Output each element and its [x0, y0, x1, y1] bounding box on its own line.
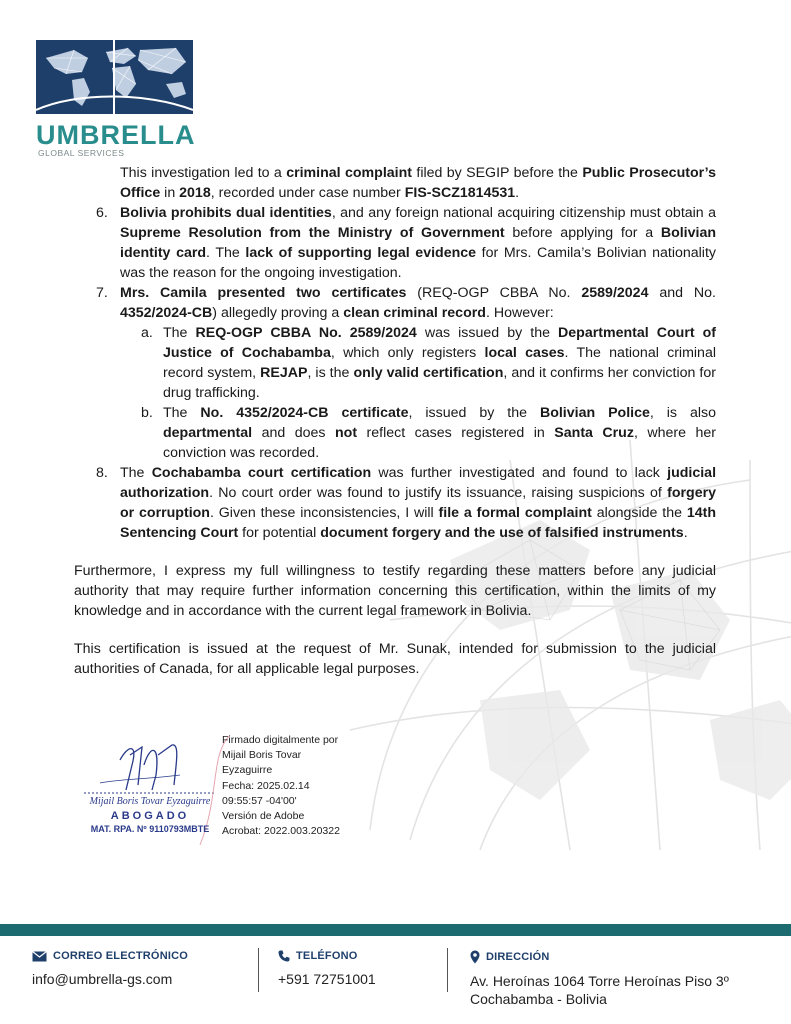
- numbered-list: [74, 203, 716, 543]
- location-pin-icon: [470, 950, 480, 964]
- list-item: 8. The Cochabamba court certification was further investigated and found to lack judicial authorization. No court order was found to justify its issuance, raising suspicions of forgery or corruption. Given these inconsistencies, I will file a formal complaint alongside the 14th Sentencing Court for potential document forgery and the use of falsified instruments.: [96, 465, 717, 541]
- stamp-role: ABOGADO: [110, 810, 190, 822]
- bold-text: Bolivian Police: [539, 405, 650, 421]
- bold-text: Cochabamba court certification: [151, 465, 372, 481]
- digital-line: Mijail Boris Tovar: [222, 749, 302, 762]
- phone-label: TELÉFONO: [296, 950, 358, 962]
- logo-tagline: GLOBAL SERVICES: [38, 148, 125, 158]
- address-line2: Cochabamba - Bolivia: [470, 991, 607, 1007]
- bold-text: 14th Sentencing Court: [120, 505, 717, 541]
- bold-text: departmental: [163, 425, 253, 441]
- bold-text: Bolivia prohibits dual identities: [120, 205, 332, 221]
- digital-line: Versión de Adobe: [222, 810, 305, 823]
- footer-bar: [0, 924, 791, 936]
- bold-text: 4352/2024-CB: [120, 305, 213, 321]
- digital-line: 09:55:57 -04'00': [222, 794, 297, 807]
- bold-text: lack of supporting legal evidence: [245, 245, 477, 261]
- bold-text: judicial authorization: [120, 465, 717, 501]
- list-number: 8.: [96, 465, 108, 481]
- footer-divider: [258, 948, 259, 992]
- address-line1: Av. Heroínas 1064 Torre Heroínas Piso 3º: [470, 973, 729, 989]
- bold-text: REQ-OGP CBBA No. 2589/2024: [195, 325, 417, 341]
- bold-text: FIS-SCZ1814531: [404, 185, 516, 201]
- footer-address: [470, 950, 729, 1008]
- digital-signature-info: [222, 733, 372, 839]
- phone-icon: [278, 950, 290, 962]
- phone-value[interactable]: +591 72751001: [278, 971, 376, 987]
- footer-phone: [278, 950, 376, 988]
- digital-line: Firmado digitalmente por: [222, 734, 339, 746]
- testimony-paragraph: Furthermore, I express my full willingness to testify regarding these matters before any judicial authority that may require further information concerning this certification, within the limits of my knowledge and in accordance with the current legal framework in Bolivia.: [74, 563, 716, 619]
- logo-wordmark: UMBRELLA: [36, 120, 196, 150]
- list-number: 7.: [96, 285, 108, 301]
- footer-divider: [447, 948, 448, 992]
- digital-line: Eyzaguirre: [222, 764, 273, 777]
- list-item: 6. Bolivia prohibits dual identities, and any foreign national acquiring citizenship must obtain a Supreme Resolution from the Ministry of Government before applying for a Bolivian identity card. The lack of supporting legal evidence for Mrs. Camila’s Bolivian nationality was the reason for the ongoing investigation.: [96, 205, 717, 281]
- bold-text: REJAP: [260, 365, 308, 381]
- bold-text: not: [334, 425, 358, 441]
- stamp-registration: MAT. RPA. Nº 9110793MBTE: [90, 824, 210, 834]
- bold-text: criminal complaint: [286, 165, 412, 181]
- sub-list-item: a. The REQ-OGP CBBA No. 2589/2024 was issued by the Departmental Court of Justice of Cochabamba, which only registers local cases. The national criminal record system, REJAP, is the only valid certification, and it confirms her conviction for drug trafficking.: [141, 325, 717, 401]
- bold-text: only valid certification: [353, 365, 504, 381]
- address-label: DIRECCIÓN: [486, 951, 550, 963]
- bold-text: Supreme Resolution from the Ministry of Government: [120, 225, 505, 241]
- bold-text: document forgery and the use of falsified instruments: [320, 525, 684, 541]
- world-map-icon: [36, 40, 193, 114]
- document-body: [74, 163, 716, 679]
- purpose-paragraph: This certification is issued at the request of Mr. Sunak, intended for submission to the judicial authorities of Canada, for all applicable legal purposes.: [74, 641, 716, 677]
- intro-paragraph: This investigation led to a criminal complaint filed by SEGIP before the Public Prosecutor’s Office in 2018, recorded under case number FIS-SCZ1814531.: [120, 165, 716, 201]
- bold-text: Public Prosecutor’s Office: [120, 165, 716, 201]
- bold-text: clean criminal record: [343, 305, 486, 321]
- digital-line: Fecha: 2025.02.14: [222, 779, 310, 792]
- bold-text: forgery or corruption: [120, 485, 716, 521]
- bold-text: Santa Cruz: [554, 425, 634, 441]
- footer-email: [32, 950, 188, 988]
- company-logo: [36, 40, 196, 160]
- bold-text: Bolivian identity card: [120, 225, 717, 261]
- list-number: 6.: [96, 205, 108, 221]
- bold-text: file a formal complaint: [438, 505, 592, 521]
- bold-text: Departmental Court of Justice of Cochabamba: [163, 325, 717, 361]
- sub-list-letter: b.: [141, 405, 153, 421]
- stamp-name: Mijail Boris Tovar Eyzaguirre: [89, 796, 211, 807]
- bold-text: local cases: [484, 345, 565, 361]
- digital-line: Acrobat: 2022.003.20322: [222, 825, 340, 838]
- bold-text: No. 4352/2024-CB certificate: [200, 405, 409, 421]
- envelope-icon: [32, 951, 47, 962]
- email-label: CORREO ELECTRÓNICO: [53, 950, 188, 962]
- list-item: 7. Mrs. Camila presented two certificates (REQ-OGP CBBA No. 2589/2024 and No. 4352/2024-CB) allegedly proving a clean criminal record. However:: [96, 285, 716, 321]
- bold-text: 2018: [179, 185, 211, 201]
- bold-text: Mrs. Camila presented two certificates: [120, 285, 407, 301]
- bold-text: 2589/2024: [581, 285, 649, 301]
- sub-list-letter: a.: [141, 325, 153, 341]
- signature-stamp: [80, 735, 230, 845]
- sub-list-item: b. The No. 4352/2024-CB certificate, issued by the Bolivian Police, is also departmental and does not reflect cases registered in Santa Cruz, where her conviction was recorded.: [141, 405, 717, 461]
- email-value[interactable]: info@umbrella-gs.com: [32, 971, 173, 987]
